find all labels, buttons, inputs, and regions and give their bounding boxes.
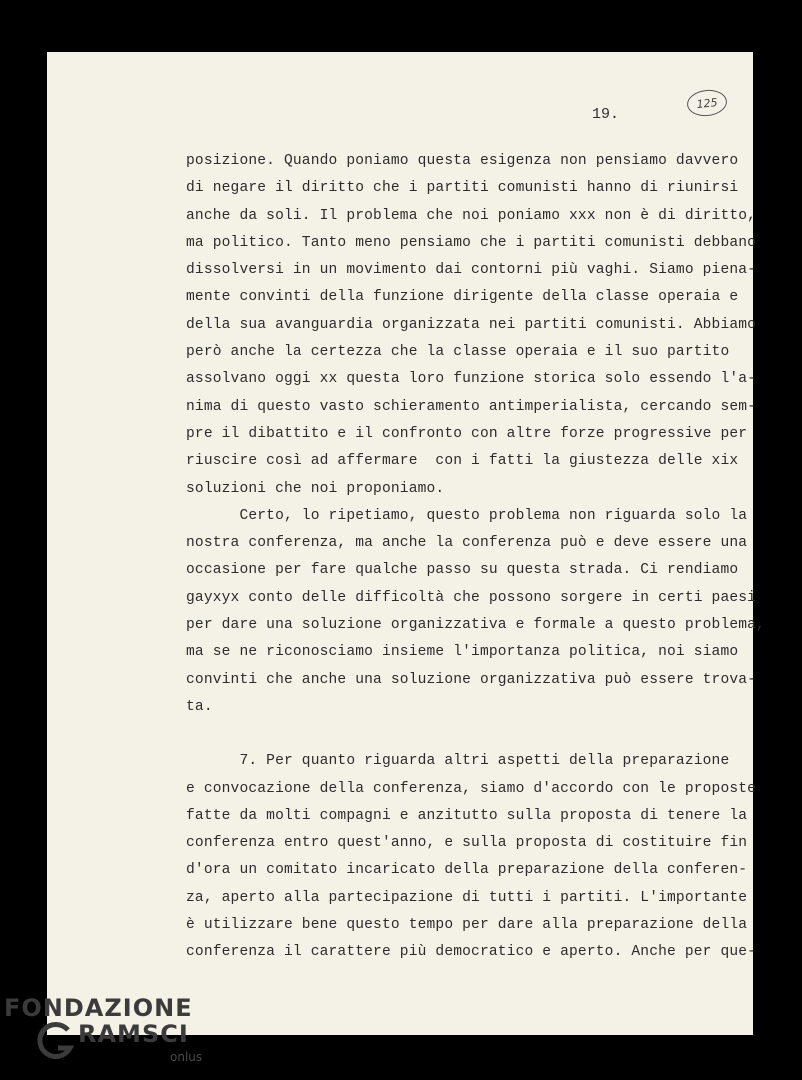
text-line: di negare il diritto che i partiti comunisti hanno di riunirsi	[186, 180, 739, 197]
watermark-line-1: FONDAZIONE	[4, 994, 193, 1022]
typed-text-body	[186, 148, 765, 967]
watermark-line-2: RAMSCI	[78, 1020, 189, 1048]
text-line: posizione. Quando poniamo questa esigenza non pensiamo davvero	[186, 153, 739, 169]
text-line: ma se ne riconosciamo insieme l'importanza politica, noi siamo	[186, 644, 739, 661]
text-line: occasione per fare qualche passo su questa strada. Ci rendiamo	[186, 562, 739, 579]
text-line: anche da soli. Il problema che noi poniamo xxx non è di diritto,	[186, 207, 757, 224]
text-line: conferenza il carattere più democratico e aperto. Anche per que-	[186, 944, 757, 961]
text-line: è utilizzare bene questo tempo per dare alla preparazione della	[186, 917, 748, 934]
text-line: 7. Per quanto riguarda altri aspetti della preparazione	[186, 753, 730, 770]
text-line: della sua avanguardia organizzata nei partiti comunisti. Abbiamo	[186, 316, 757, 333]
text-line: Certo, lo ripetiamo, questo problema non riguarda solo la	[186, 507, 748, 524]
text-line: nima di questo vasto schieramento antimperialista, cercando sem-	[186, 398, 757, 415]
text-line: e convocazione della conferenza, siamo d'accordo con le proposte	[186, 780, 757, 797]
text-line: mente convinti della funzione dirigente della classe operaia e	[186, 289, 739, 306]
page-number: 19.	[591, 106, 619, 123]
text-line: convinti che anche una soluzione organizzativa può essere trova-	[186, 671, 757, 688]
text-line: soluzioni che noi proponiamo.	[186, 480, 445, 497]
watermark-suffix: onlus	[170, 1050, 203, 1064]
text-line: fatte da molti compagni e anzitutto sulla proposta di tenere la	[186, 807, 748, 824]
document-page	[47, 52, 765, 1035]
text-line: ta.	[186, 698, 213, 715]
text-line: nostra conferenza, ma anche la conferenza può e deve essere una	[186, 535, 748, 552]
text-line: pre il dibattito e il confronto con altre forze progressive per	[186, 425, 748, 442]
text-line: ma politico. Tanto meno pensiamo che i partiti comunisti debbano	[186, 234, 757, 251]
text-line	[186, 721, 752, 748]
text-line: assolvano oggi xx questa loro funzione storica solo essendo l'a-	[186, 371, 757, 388]
text-line: però anche la certezza che la classe operaia e il suo partito	[186, 344, 730, 361]
text-line: gayxyx conto delle difficoltà che possono sorgere in certi paesi	[186, 589, 757, 606]
text-line: riuscire così ad affermare con i fatti la giustezza delle xix	[186, 453, 739, 470]
g-logo-icon	[34, 1020, 78, 1064]
text-line: conferenza entro quest'anno, e sulla proposta di costituire fin	[186, 835, 748, 852]
text-line: za, aperto alla partecipazione di tutti i partiti. L'importante	[186, 889, 748, 906]
text-line: per dare una soluzione organizzativa e formale a questo problema,	[186, 617, 765, 634]
archive-stamp: 125	[686, 88, 728, 118]
text-line: d'ora un comitato incaricato della preparazione della conferen-	[186, 862, 748, 879]
text-line: dissolversi in un movimento dai contorni più vaghi. Siamo piena-	[186, 262, 757, 279]
watermark	[4, 990, 204, 1080]
